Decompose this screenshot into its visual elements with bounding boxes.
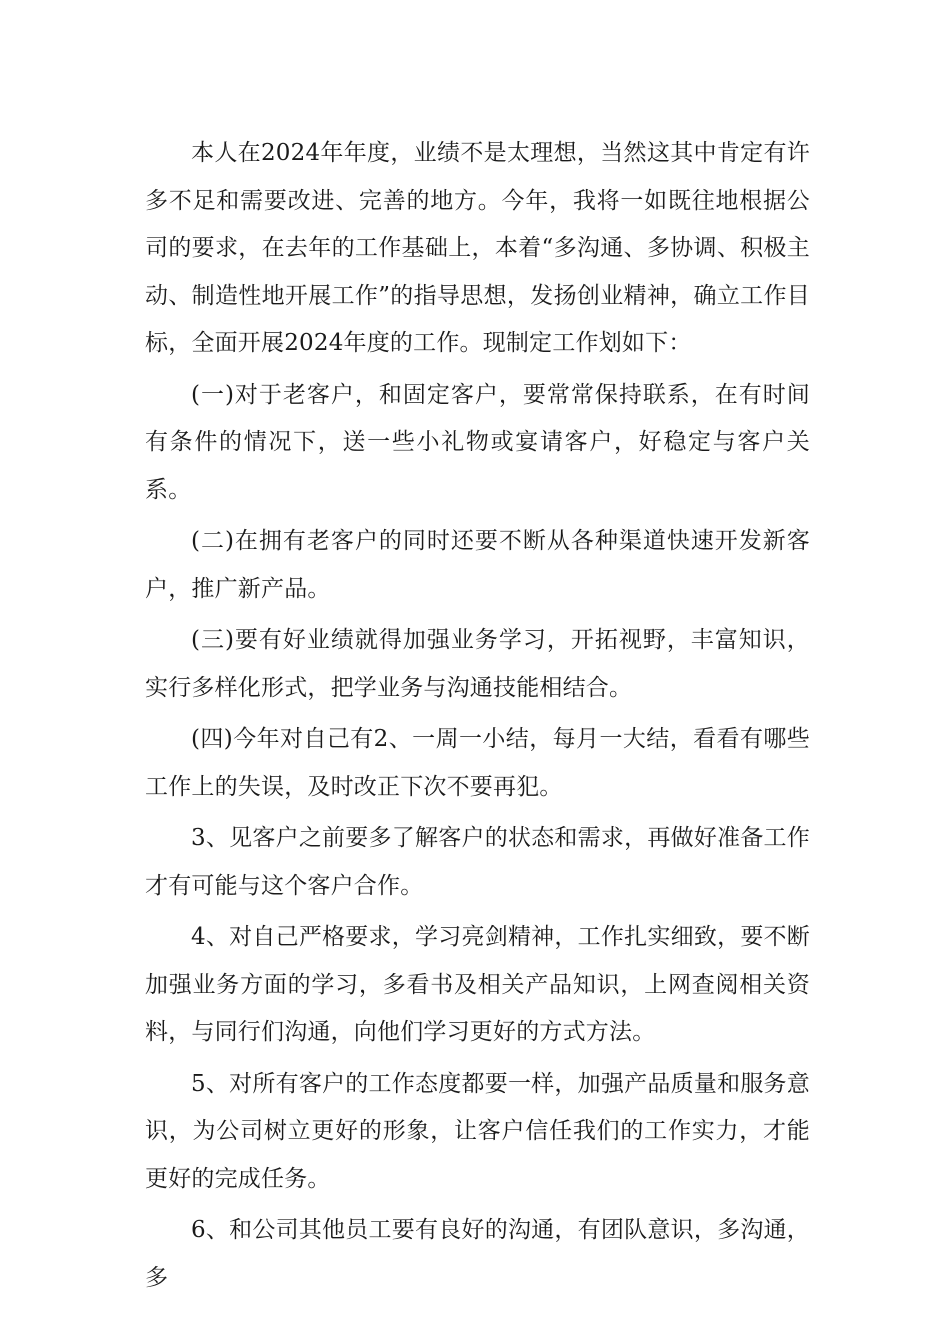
paragraph-point-6: 6、和公司其他员工要有良好的沟通，有团队意识，多沟通，多 xyxy=(145,1217,810,1291)
paragraph-item-3: (三)要有好业绩就得加强业务学习，开拓视野，丰富知识，实行多样化形式，把学业务与沟通技能相结合。 xyxy=(145,627,810,701)
paragraph-point-4: 4、对自己严格要求，学习亮剑精神，工作扎实细致，要不断加强业务方面的学习，多看书及相关产品知识，上网查阅相关资料，与同行们沟通，向他们学习更好的方式方法。 xyxy=(145,924,810,1045)
paragraph-item-4: (四)今年对自己有2、一周一小结，每月一大结，看看有哪些工作上的失误，及时改正下次不要再犯。 xyxy=(145,726,810,800)
paragraph-point-3: 3、见客户之前要多了解客户的状态和需求，再做好准备工作才有可能与这个客户合作。 xyxy=(145,825,810,899)
paragraph-item-2: (二)在拥有老客户的同时还要不断从各种渠道快速开发新客户，推广新产品。 xyxy=(145,528,810,602)
document-body xyxy=(145,130,810,1306)
paragraph-intro: 本人在2024年年度，业绩不是太理想，当然这其中肯定有许多不足和需要改进、完善的地方。今年，我将一如既往地根据公司的要求，在去年的工作基础上，本着“多沟通、多协调、积极主动、制造性地开展工作”的指导思想，发扬创业精神，确立工作目标，全面开展2024年度的工作。现制定工作划如下： xyxy=(145,140,810,356)
paragraph-item-1: (一)对于老客户，和固定客户，要常常保持联系，在有时间有条件的情况下，送一些小礼物或宴请客户，好稳定与客户关系。 xyxy=(145,381,810,503)
paragraph-point-5: 5、对所有客户的工作态度都要一样，加强产品质量和服务意识，为公司树立更好的形象，让客户信任我们的工作实力，才能更好的完成任务。 xyxy=(145,1070,810,1192)
